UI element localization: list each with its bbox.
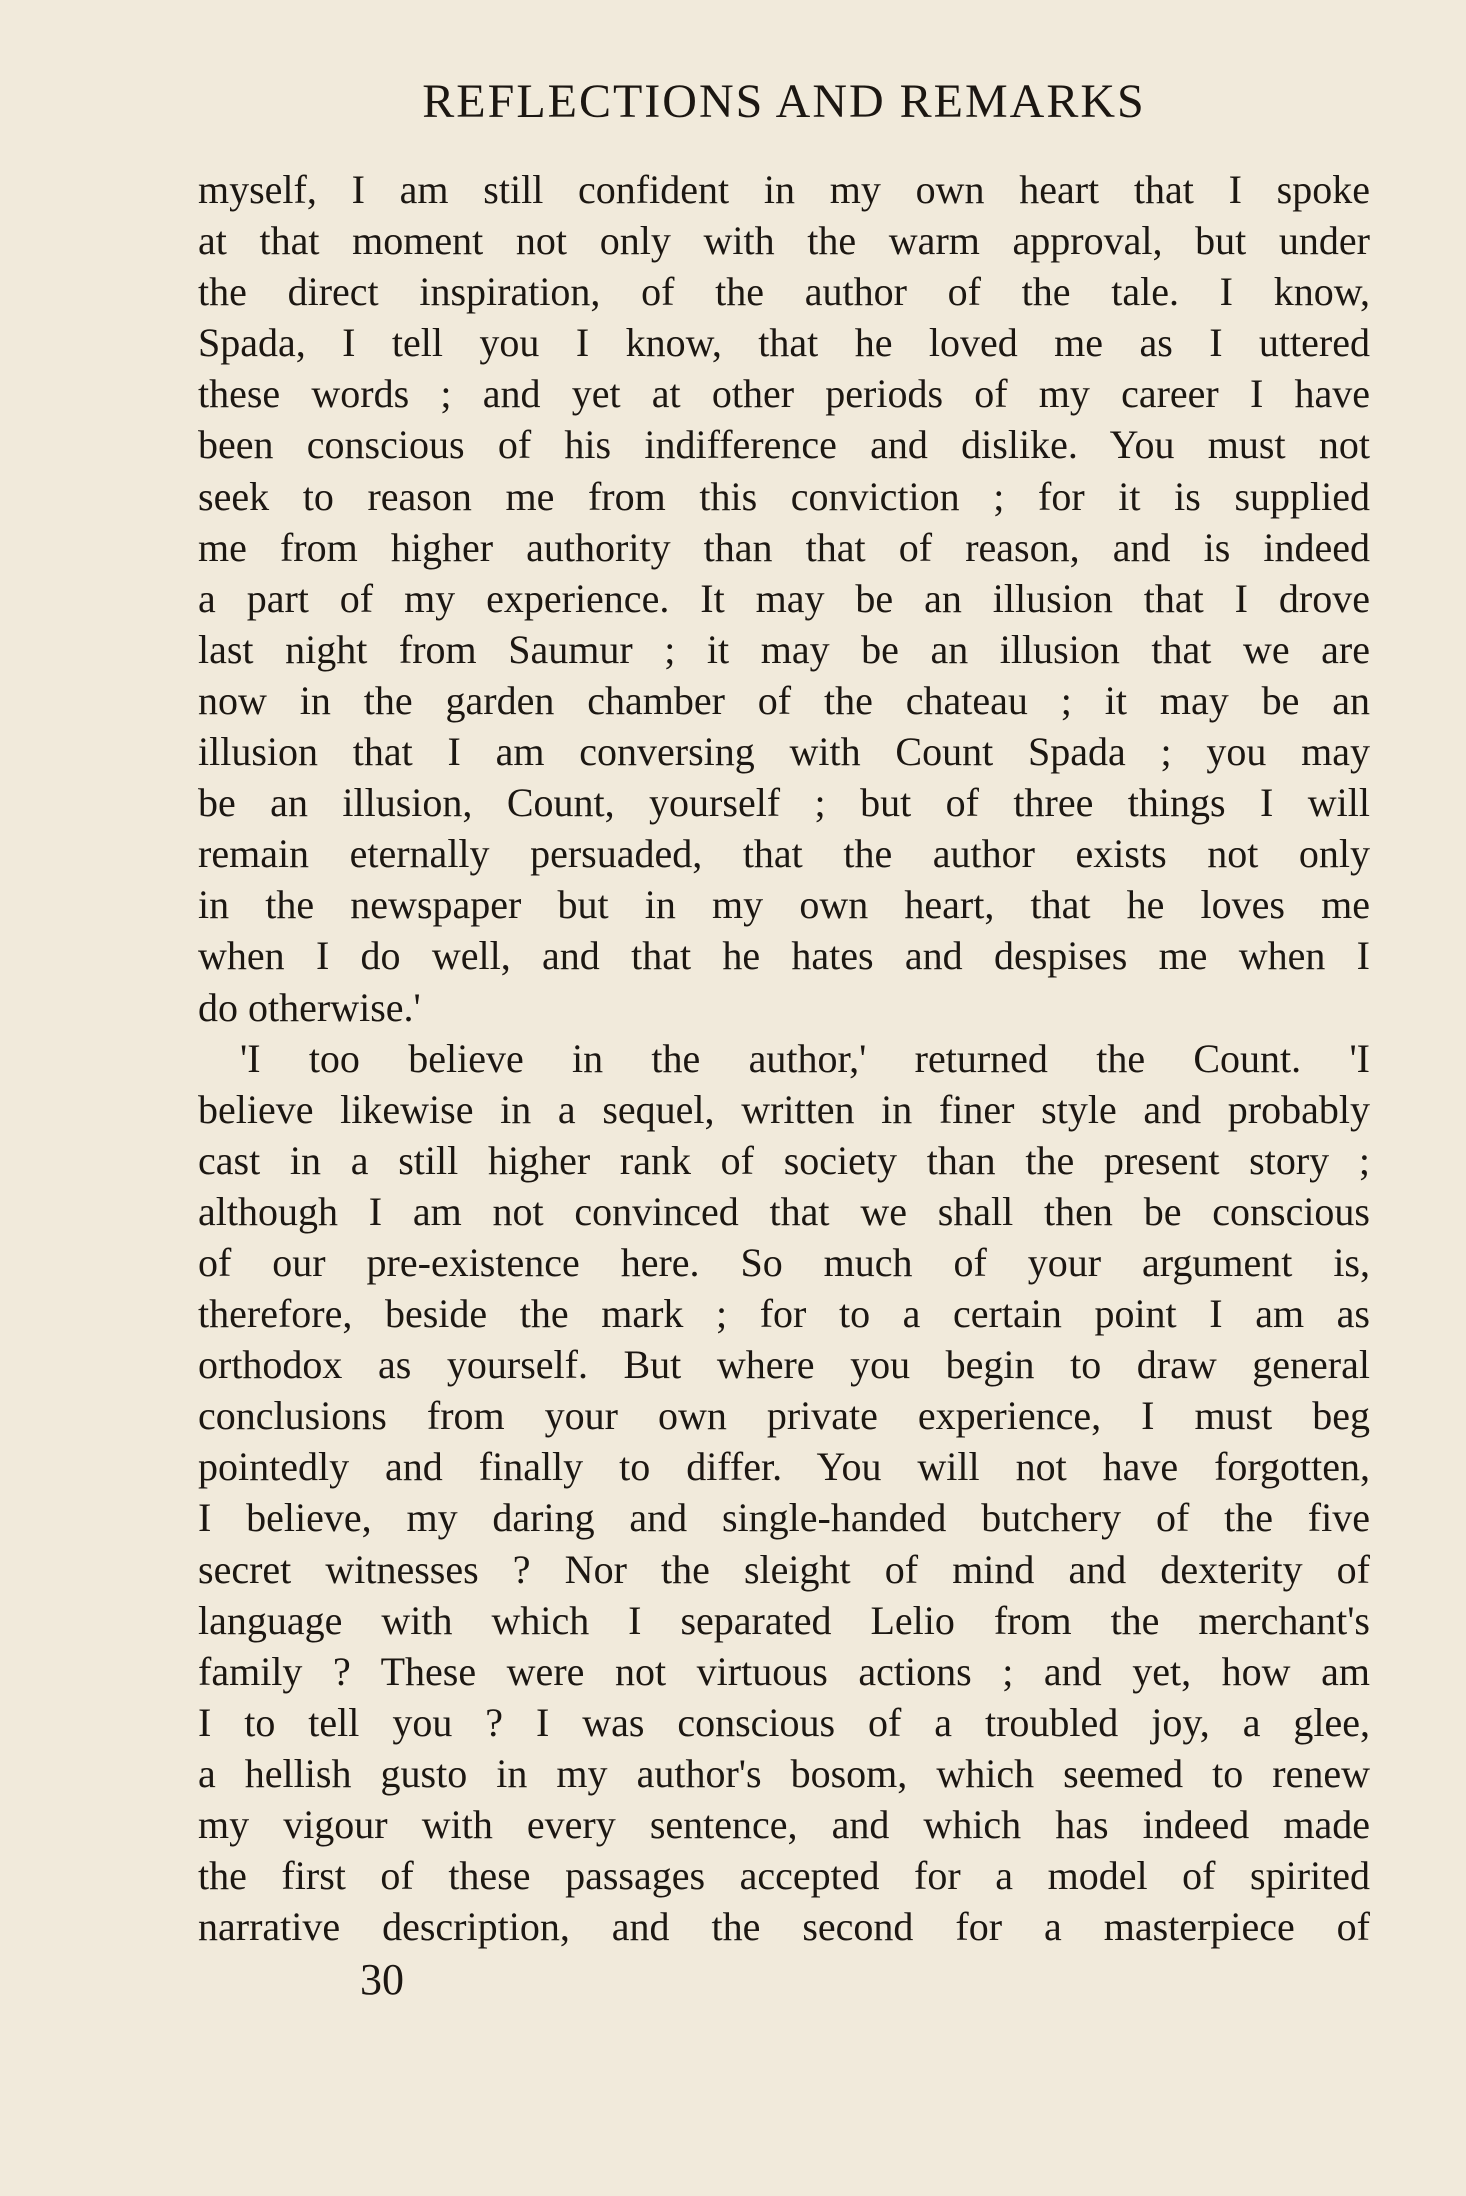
- text-line: of our pre-existence here. So much of your argument is,: [198, 1239, 1370, 1285]
- text-line: seek to reason me from this conviction ; for it is supplied: [198, 473, 1370, 519]
- text-line: these words ; and yet at other periods of my career I have: [198, 371, 1370, 417]
- text-line: my vigour with every sentence, and which has indeed made: [198, 1802, 1370, 1847]
- paragraph-end-line: do otherwise.': [198, 984, 421, 1030]
- text-line: therefore, beside the mark ; for to a certain point I am as: [198, 1291, 1370, 1337]
- text-line: orthodox as yourself. But where you begin to draw general: [198, 1342, 1370, 1388]
- text-line: myself, I am still confident in my own heart that I spoke: [198, 167, 1370, 212]
- text-line: be an illusion, Count, yourself ; but of three things I will: [198, 780, 1370, 826]
- running-head: REFLECTIONS AND REMARKS: [422, 75, 1146, 128]
- text-line: at that moment not only with the warm approval, but under: [198, 218, 1370, 264]
- text-line: language with which I separated Lelio from the merchant's: [198, 1597, 1370, 1643]
- text-line: when I do well, and that he hates and despises me when I: [198, 933, 1370, 979]
- text-line: cast in a still higher rank of society than the present story ;: [198, 1137, 1370, 1183]
- page-number: 30: [360, 1955, 404, 2004]
- text-line: believe likewise in a sequel, written in finer style and probably: [198, 1086, 1370, 1132]
- text-line: pointedly and finally to differ. You will not have forgotten,: [198, 1444, 1370, 1490]
- text-line: Spada, I tell you I know, that he loved me as I uttered: [198, 320, 1370, 366]
- text-line: secret witnesses ? Nor the sleight of mind and dexterity of: [198, 1546, 1370, 1592]
- text-line: now in the garden chamber of the chateau ; it may be an: [198, 677, 1370, 723]
- text-line: although I am not convinced that we shall then be conscious: [198, 1188, 1370, 1234]
- text-line: been conscious of his indifference and dislike. You must not: [198, 422, 1370, 468]
- text-line: me from higher authority than that of reason, and is indeed: [198, 524, 1370, 570]
- body-text: [198, 164, 1370, 1952]
- text-line: the direct inspiration, of the author of the tale. I know,: [198, 269, 1370, 315]
- text-line: narrative description, and the second for a masterpiece of: [198, 1904, 1370, 1950]
- text-line: family ? These were not virtuous actions ; and yet, how am: [198, 1648, 1370, 1694]
- text-line: a part of my experience. It may be an illusion that I drove: [198, 575, 1370, 621]
- text-line: last night from Saumur ; it may be an illusion that we are: [198, 626, 1370, 672]
- text-line: a hellish gusto in my author's bosom, which seemed to renew: [198, 1750, 1370, 1796]
- text-line: I believe, my daring and single-handed butchery of the five: [198, 1495, 1370, 1541]
- text-line: I to tell you ? I was conscious of a troubled joy, a glee,: [198, 1699, 1370, 1745]
- text-line: illusion that I am conversing with Count Spada ; you may: [198, 729, 1370, 775]
- text-line: conclusions from your own private experience, I must beg: [198, 1393, 1370, 1439]
- text-line: in the newspaper but in my own heart, that he loves me: [198, 882, 1370, 928]
- paragraph-start-line: 'I too believe in the author,' returned the Count. 'I: [240, 1035, 1370, 1081]
- text-line: the first of these passages accepted for a model of spirited: [198, 1853, 1370, 1899]
- text-line: remain eternally persuaded, that the author exists not only: [198, 831, 1370, 877]
